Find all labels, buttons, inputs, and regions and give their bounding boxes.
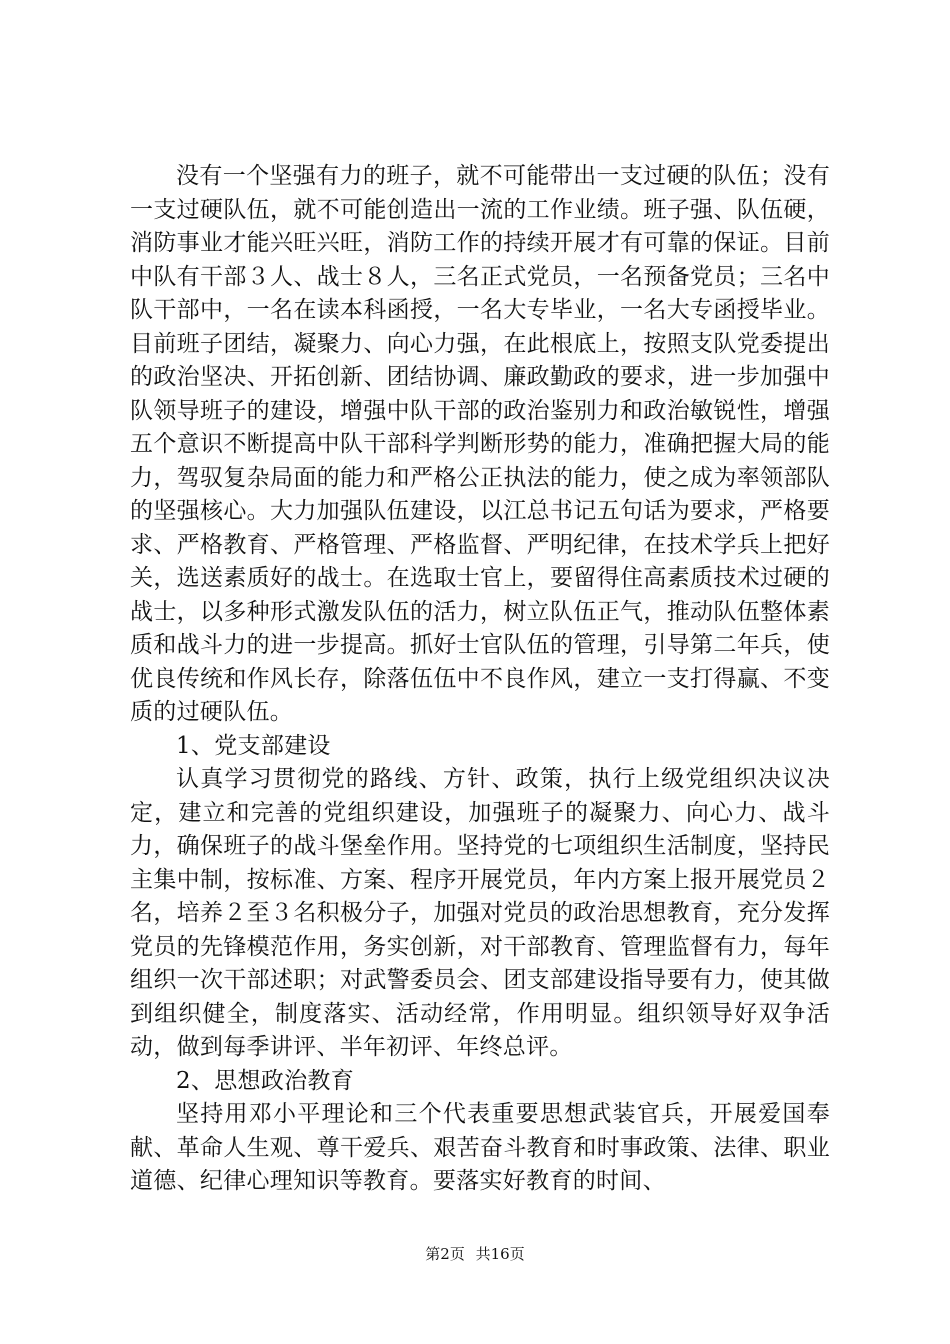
document-body (130, 160, 830, 1199)
total-pages: 共16页 (475, 1245, 525, 1263)
section-heading-party-branch: 1、党支部建设 (176, 732, 331, 759)
page-number: 第2页 (425, 1245, 465, 1263)
paragraph-party-branch: 认真学习贯彻党的路线、方针、政策，执行上级党组织决议决定，建立和完善的党组织建设，加强班子的凝聚力、向心力、战斗力，确保班子的战斗堡垒作用。坚持党的七项组织生活制度，坚持民主集中制，按标准、方案、程序开展党员，年内方案上报开展党员２名，培养２至３名积极分子，加强对党员的政治思想教育，充分发挥党员的先锋模范作用，务实创新，对干部教育、管理监督有力，每年组织一次干部述职；对武警委员会、团支部建设指导要有力，使其做到组织健全，制度落实、活动经常，作用明显。组织领导好双争活动，做到每季讲评、半年初评、年终总评。 (130, 766, 830, 1060)
section-heading-political-education: 2、思想政治教育 (176, 1067, 355, 1094)
paragraph-political-education: 坚持用邓小平理论和三个代表重要思想武装官兵，开展爱国奉献、革命人生观、尊干爱兵、艰苦奋斗教育和时事政策、法律、职业道德、纪律心理知识等教育。要落实好教育的时间、 (130, 1101, 830, 1194)
page-footer (0, 1243, 950, 1264)
paragraph-team-building: 没有一个坚强有力的班子，就不可能带出一支过硬的队伍；没有一支过硬队伍，就不可能创造出一流的工作业绩。班子强、队伍硬，消防事业才能兴旺兴旺，消防工作的持续开展才有可靠的保证。目前中队有干部３人、战士８人，三名正式党员，一名预备党员；三名中队干部中，一名在读本科函授，一名大专毕业，一名大专函授毕业。目前班子团结，凝聚力、向心力强，在此根底上，按照支队党委提出的政治坚决、开拓创新、团结协调、廉政勤政的要求，进一步加强中队领导班子的建设，增强中队干部的政治鉴别力和政治敏锐性，增强五个意识不断提高中队干部科学判断形势的能力，准确把握大局的能力，驾驭复杂局面的能力和严格公正执法的能力，使之成为率领部队的坚强核心。大力加强队伍建设，以江总书记五句话为要求，严格要求、严格教育、严格管理、严格监督、严明纪律，在技术学兵上把好关，选送素质好的战士。在选取士官上，要留得住高素质技术过硬的战士，以多种形式激发队伍的活力，树立队伍正气，推动队伍整体素质和战斗力的进一步提高。抓好士官队伍的管理，引导第二年兵，使优良传统和作风长存，除落伍伍中不良作风，建立一支打得赢、不变质的过硬队伍。 (130, 163, 830, 725)
